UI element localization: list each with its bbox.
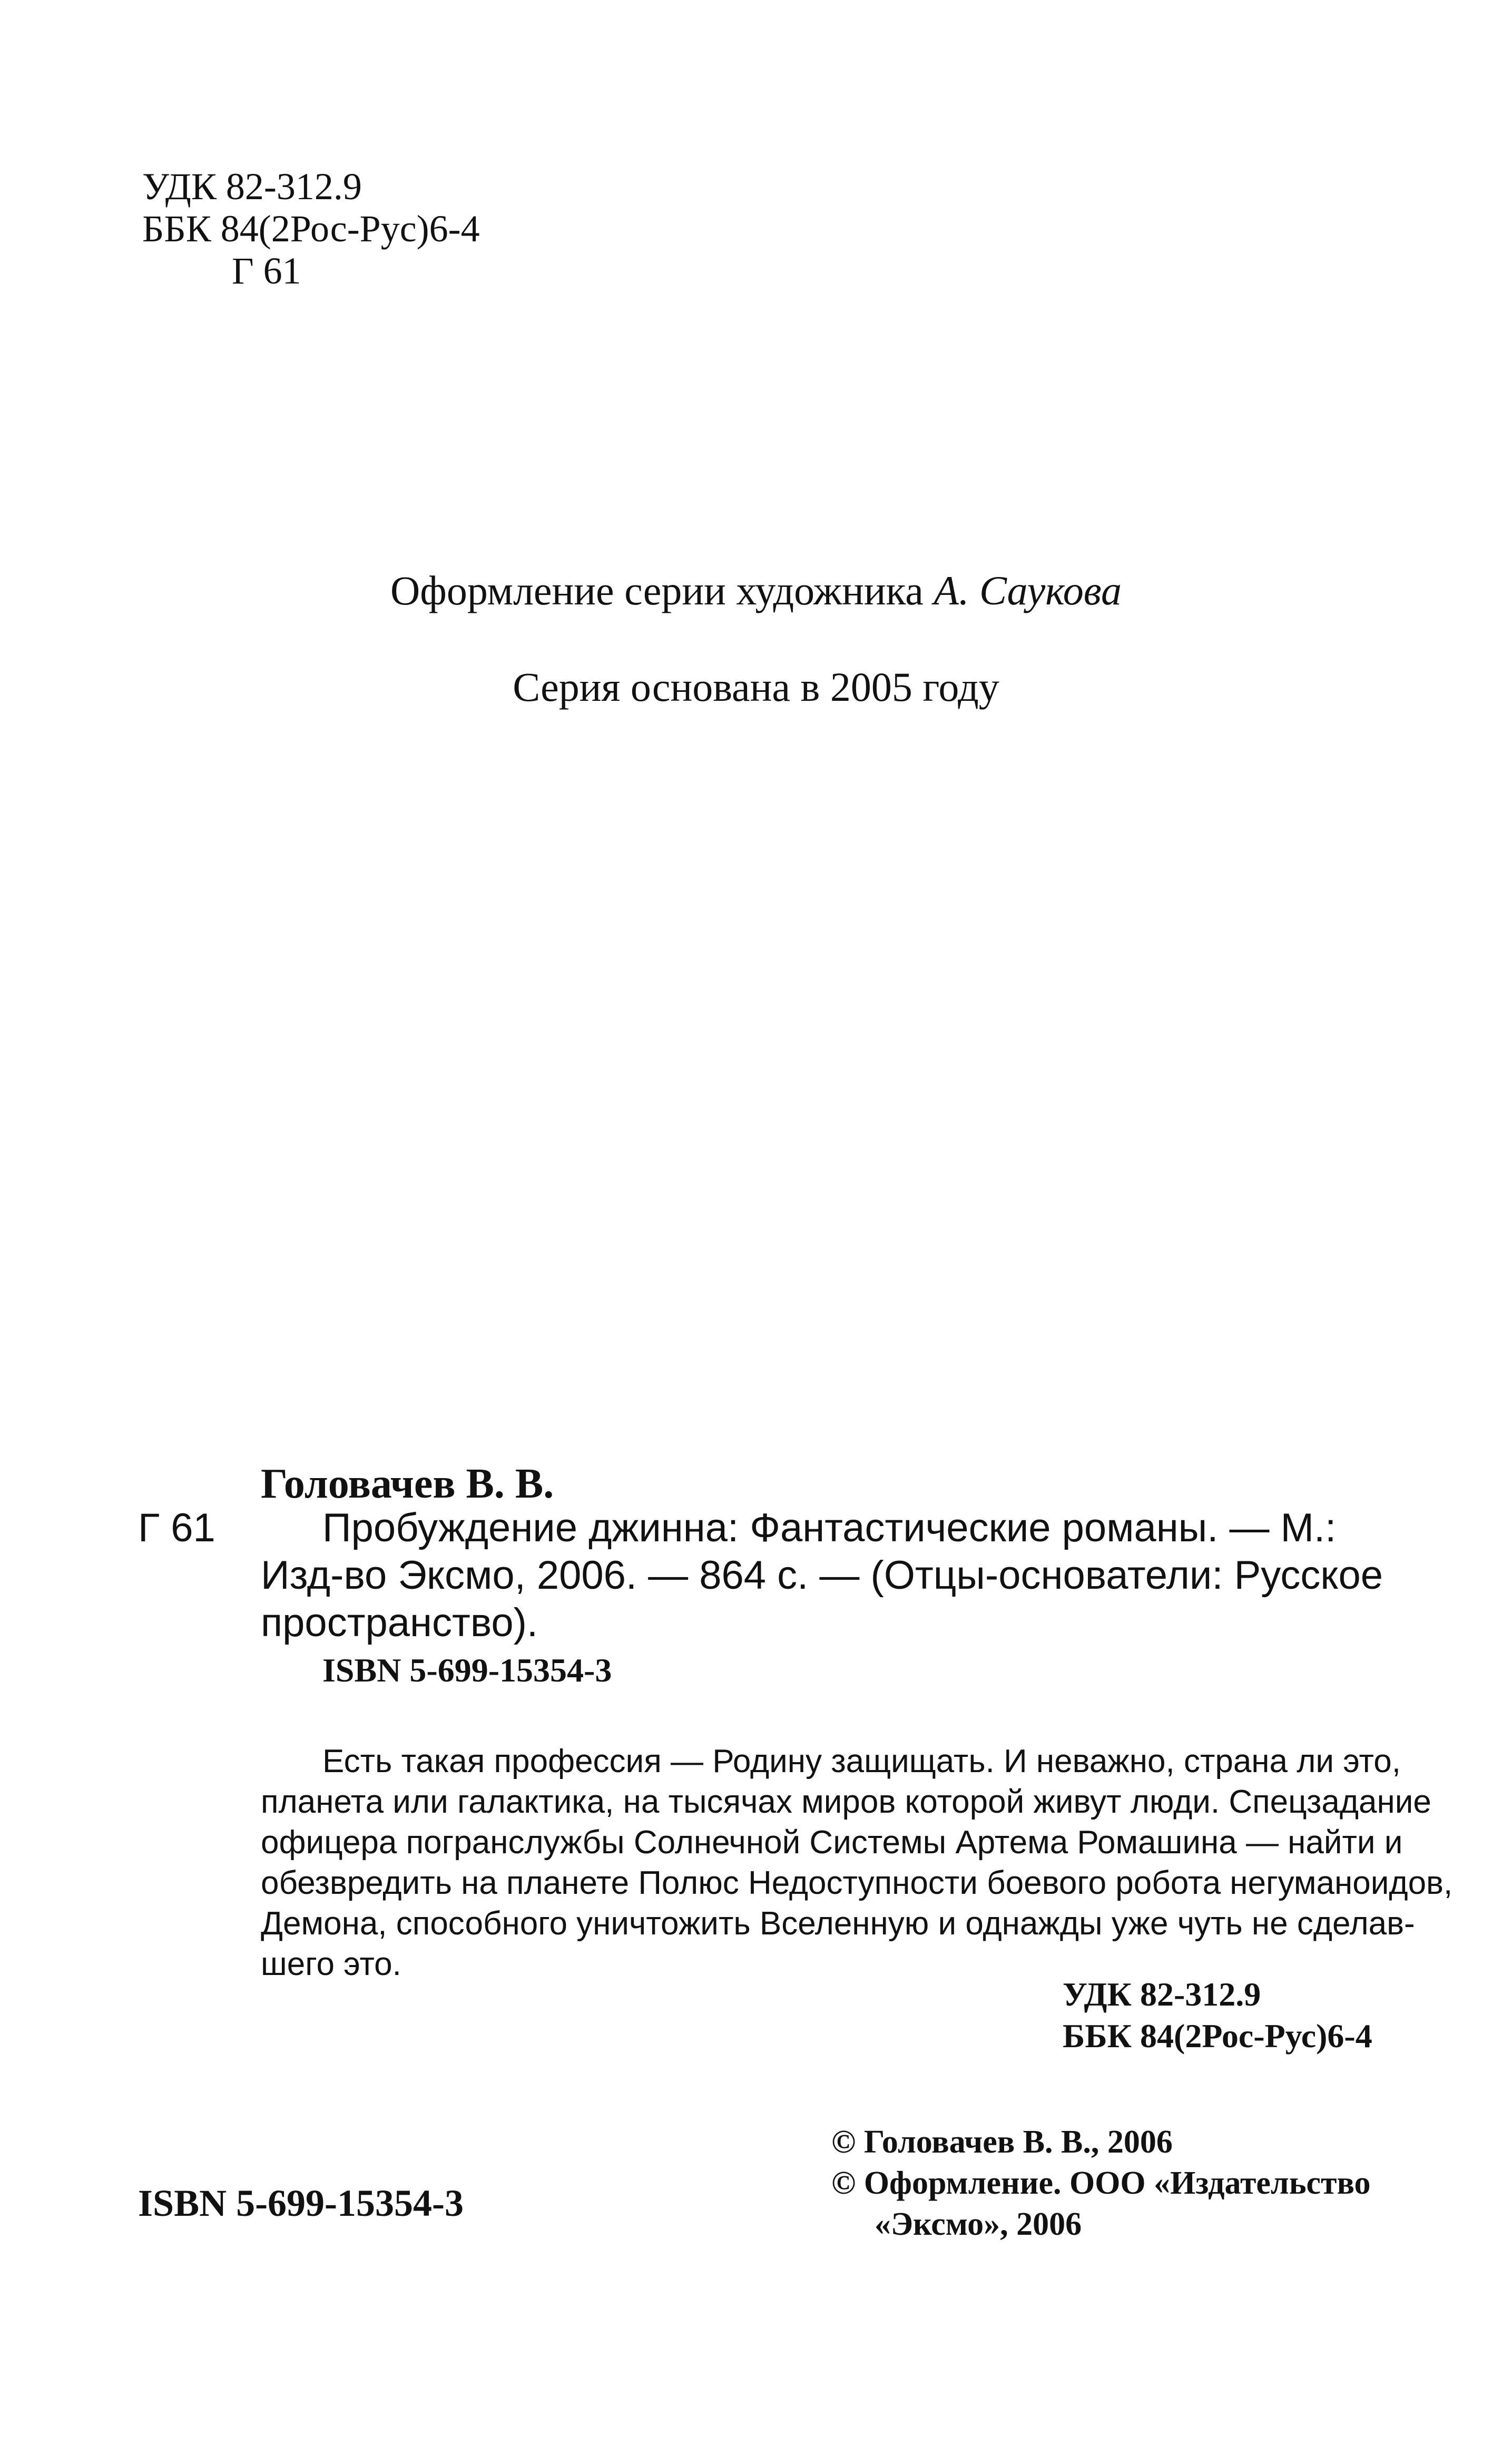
catalog-bbk: ББК 84(2Рос-Рус)6-4 [1063, 2017, 1372, 2055]
catalog-isbn: ISBN 5-699-15354-3 [322, 1651, 612, 1689]
catalog-description-line: Изд-во Эксмо, 2006. — 864 с. — (Отцы-основатели: Русское [261, 1553, 1383, 1598]
copyright-line: «Эксмо», 2006 [875, 2206, 1082, 2242]
catalog-udk: УДК 82-312.9 [1063, 1976, 1261, 2013]
series-design-credit [0, 570, 1512, 611]
annotation-line: шего это. [261, 1946, 401, 1982]
catalog-author: Головачев В. В. [261, 1461, 554, 1507]
catalog-code: Г 61 [138, 1505, 215, 1550]
bbk-code: ББК 84(2Рос-Рус)6-4 [142, 208, 480, 250]
udk-code: УДК 82-312.9 [142, 165, 362, 208]
annotation-line: Демона, способного уничтожить Вселенную и однажды уже чуть не сделав- [261, 1905, 1415, 1942]
annotation-line: планета или галактика, на тысячах миров которой живут люди. Спецзадание [261, 1784, 1431, 1820]
copyright-line: © Оформление. ООО «Издательство [831, 2165, 1371, 2201]
annotation-line: Есть такая профессия — Родину защищать. И неважно, страна ли это, [322, 1743, 1401, 1779]
book-isbn: ISBN 5-699-15354-3 [138, 2182, 464, 2224]
author-mark: Г 61 [232, 250, 301, 292]
series-founded: Серия основана в 2005 году [513, 664, 999, 710]
copyright-line: © Головачев В. В., 2006 [831, 2124, 1173, 2160]
catalog-description-line: пространство). [261, 1600, 538, 1645]
annotation-line: офицера погранслужбы Солнечной Системы Артема Ромашина — найти и [261, 1824, 1403, 1861]
series-design-artist: А. Саукова [934, 568, 1122, 613]
catalog-description-line: Пробуждение джинна: Фантастические романы. — М.: [322, 1505, 1337, 1550]
annotation-line: обезвредить на планете Полюс Недоступности боевого робота негуманоидов, [261, 1865, 1453, 1901]
series-design-prefix: Оформление серии художника [390, 568, 934, 613]
